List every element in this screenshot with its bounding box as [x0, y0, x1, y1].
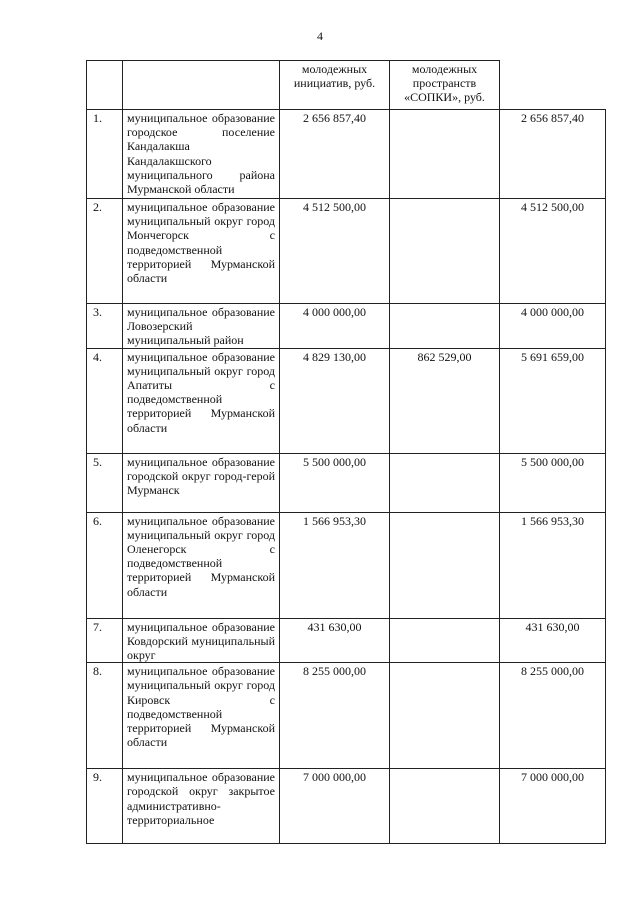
- initiatives-amount: 7 000 000,00: [280, 769, 390, 844]
- municipality-name: муниципальное образование городской округ город-герой Мурманск: [123, 453, 280, 512]
- initiatives-amount: 1 566 953,30: [280, 512, 390, 618]
- initiatives-amount: 4 829 130,00: [280, 348, 390, 453]
- spaces-amount: 862 529,00: [390, 348, 500, 453]
- row-number: 2.: [87, 199, 123, 304]
- initiatives-amount: 4 512 500,00: [280, 199, 390, 304]
- table-row: [87, 512, 606, 618]
- municipality-name: муниципальное образование муниципальный округ город Оленегорск с подведомственной территорией Мурманской области: [123, 512, 280, 618]
- row-number: 5.: [87, 453, 123, 512]
- header-cell-spaces: молодежных пространств «СОПКИ», руб.: [390, 61, 500, 110]
- table-row: [87, 348, 606, 453]
- header-cell-total: [500, 61, 606, 110]
- total-amount: 4 000 000,00: [500, 304, 606, 349]
- row-number: 7.: [87, 618, 123, 663]
- spaces-amount: [390, 618, 500, 663]
- row-number: 1.: [87, 110, 123, 199]
- total-amount: 2 656 857,40: [500, 110, 606, 199]
- row-number: 3.: [87, 304, 123, 349]
- initiatives-amount: 8 255 000,00: [280, 663, 390, 769]
- initiatives-amount: 431 630,00: [280, 618, 390, 663]
- municipality-name: муниципальное образование городской округ закрытое административно-территориальное: [123, 769, 280, 844]
- row-number: 8.: [87, 663, 123, 769]
- allocation-table: [86, 60, 606, 844]
- header-cell-initiatives: молодежных инициатив, руб.: [280, 61, 390, 110]
- table-row: [87, 453, 606, 512]
- municipality-name: муниципальное образование муниципальный округ город Мончегорск с подведомственной территорией Мурманской области: [123, 199, 280, 304]
- spaces-amount: [390, 453, 500, 512]
- spaces-amount: [390, 663, 500, 769]
- table-row: [87, 769, 606, 844]
- row-number: 6.: [87, 512, 123, 618]
- initiatives-amount: 5 500 000,00: [280, 453, 390, 512]
- total-amount: 5 691 659,00: [500, 348, 606, 453]
- header-cell-number: [87, 61, 123, 110]
- initiatives-amount: 4 000 000,00: [280, 304, 390, 349]
- table-row: [87, 304, 606, 349]
- total-amount: 431 630,00: [500, 618, 606, 663]
- page-number: 4: [317, 29, 323, 43]
- spaces-amount: [390, 512, 500, 618]
- table-row: [87, 110, 606, 199]
- row-number: 9.: [87, 769, 123, 844]
- total-amount: 8 255 000,00: [500, 663, 606, 769]
- spaces-amount: [390, 769, 500, 844]
- municipality-name: муниципальное образование Ковдорский муниципальный округ: [123, 618, 280, 663]
- header-cell-name: [123, 61, 280, 110]
- municipality-name: муниципальное образование городское поселение Кандалакша Кандалакшского муниципального района Мурманской области: [123, 110, 280, 199]
- spaces-amount: [390, 110, 500, 199]
- total-amount: 4 512 500,00: [500, 199, 606, 304]
- municipality-name: муниципальное образование Ловозерский муниципальный район: [123, 304, 280, 349]
- table-row: [87, 663, 606, 769]
- total-amount: 7 000 000,00: [500, 769, 606, 844]
- row-number: 4.: [87, 348, 123, 453]
- municipality-name: муниципальное образование муниципальный округ город Кировск с подведомственной территорией Мурманской области: [123, 663, 280, 769]
- municipality-name: муниципальное образование муниципальный округ город Апатиты с подведомственной территорией Мурманской области: [123, 348, 280, 453]
- spaces-amount: [390, 199, 500, 304]
- table-row: [87, 199, 606, 304]
- table-header-row: [87, 61, 606, 110]
- total-amount: 1 566 953,30: [500, 512, 606, 618]
- table-row: [87, 618, 606, 663]
- total-amount: 5 500 000,00: [500, 453, 606, 512]
- initiatives-amount: 2 656 857,40: [280, 110, 390, 199]
- spaces-amount: [390, 304, 500, 349]
